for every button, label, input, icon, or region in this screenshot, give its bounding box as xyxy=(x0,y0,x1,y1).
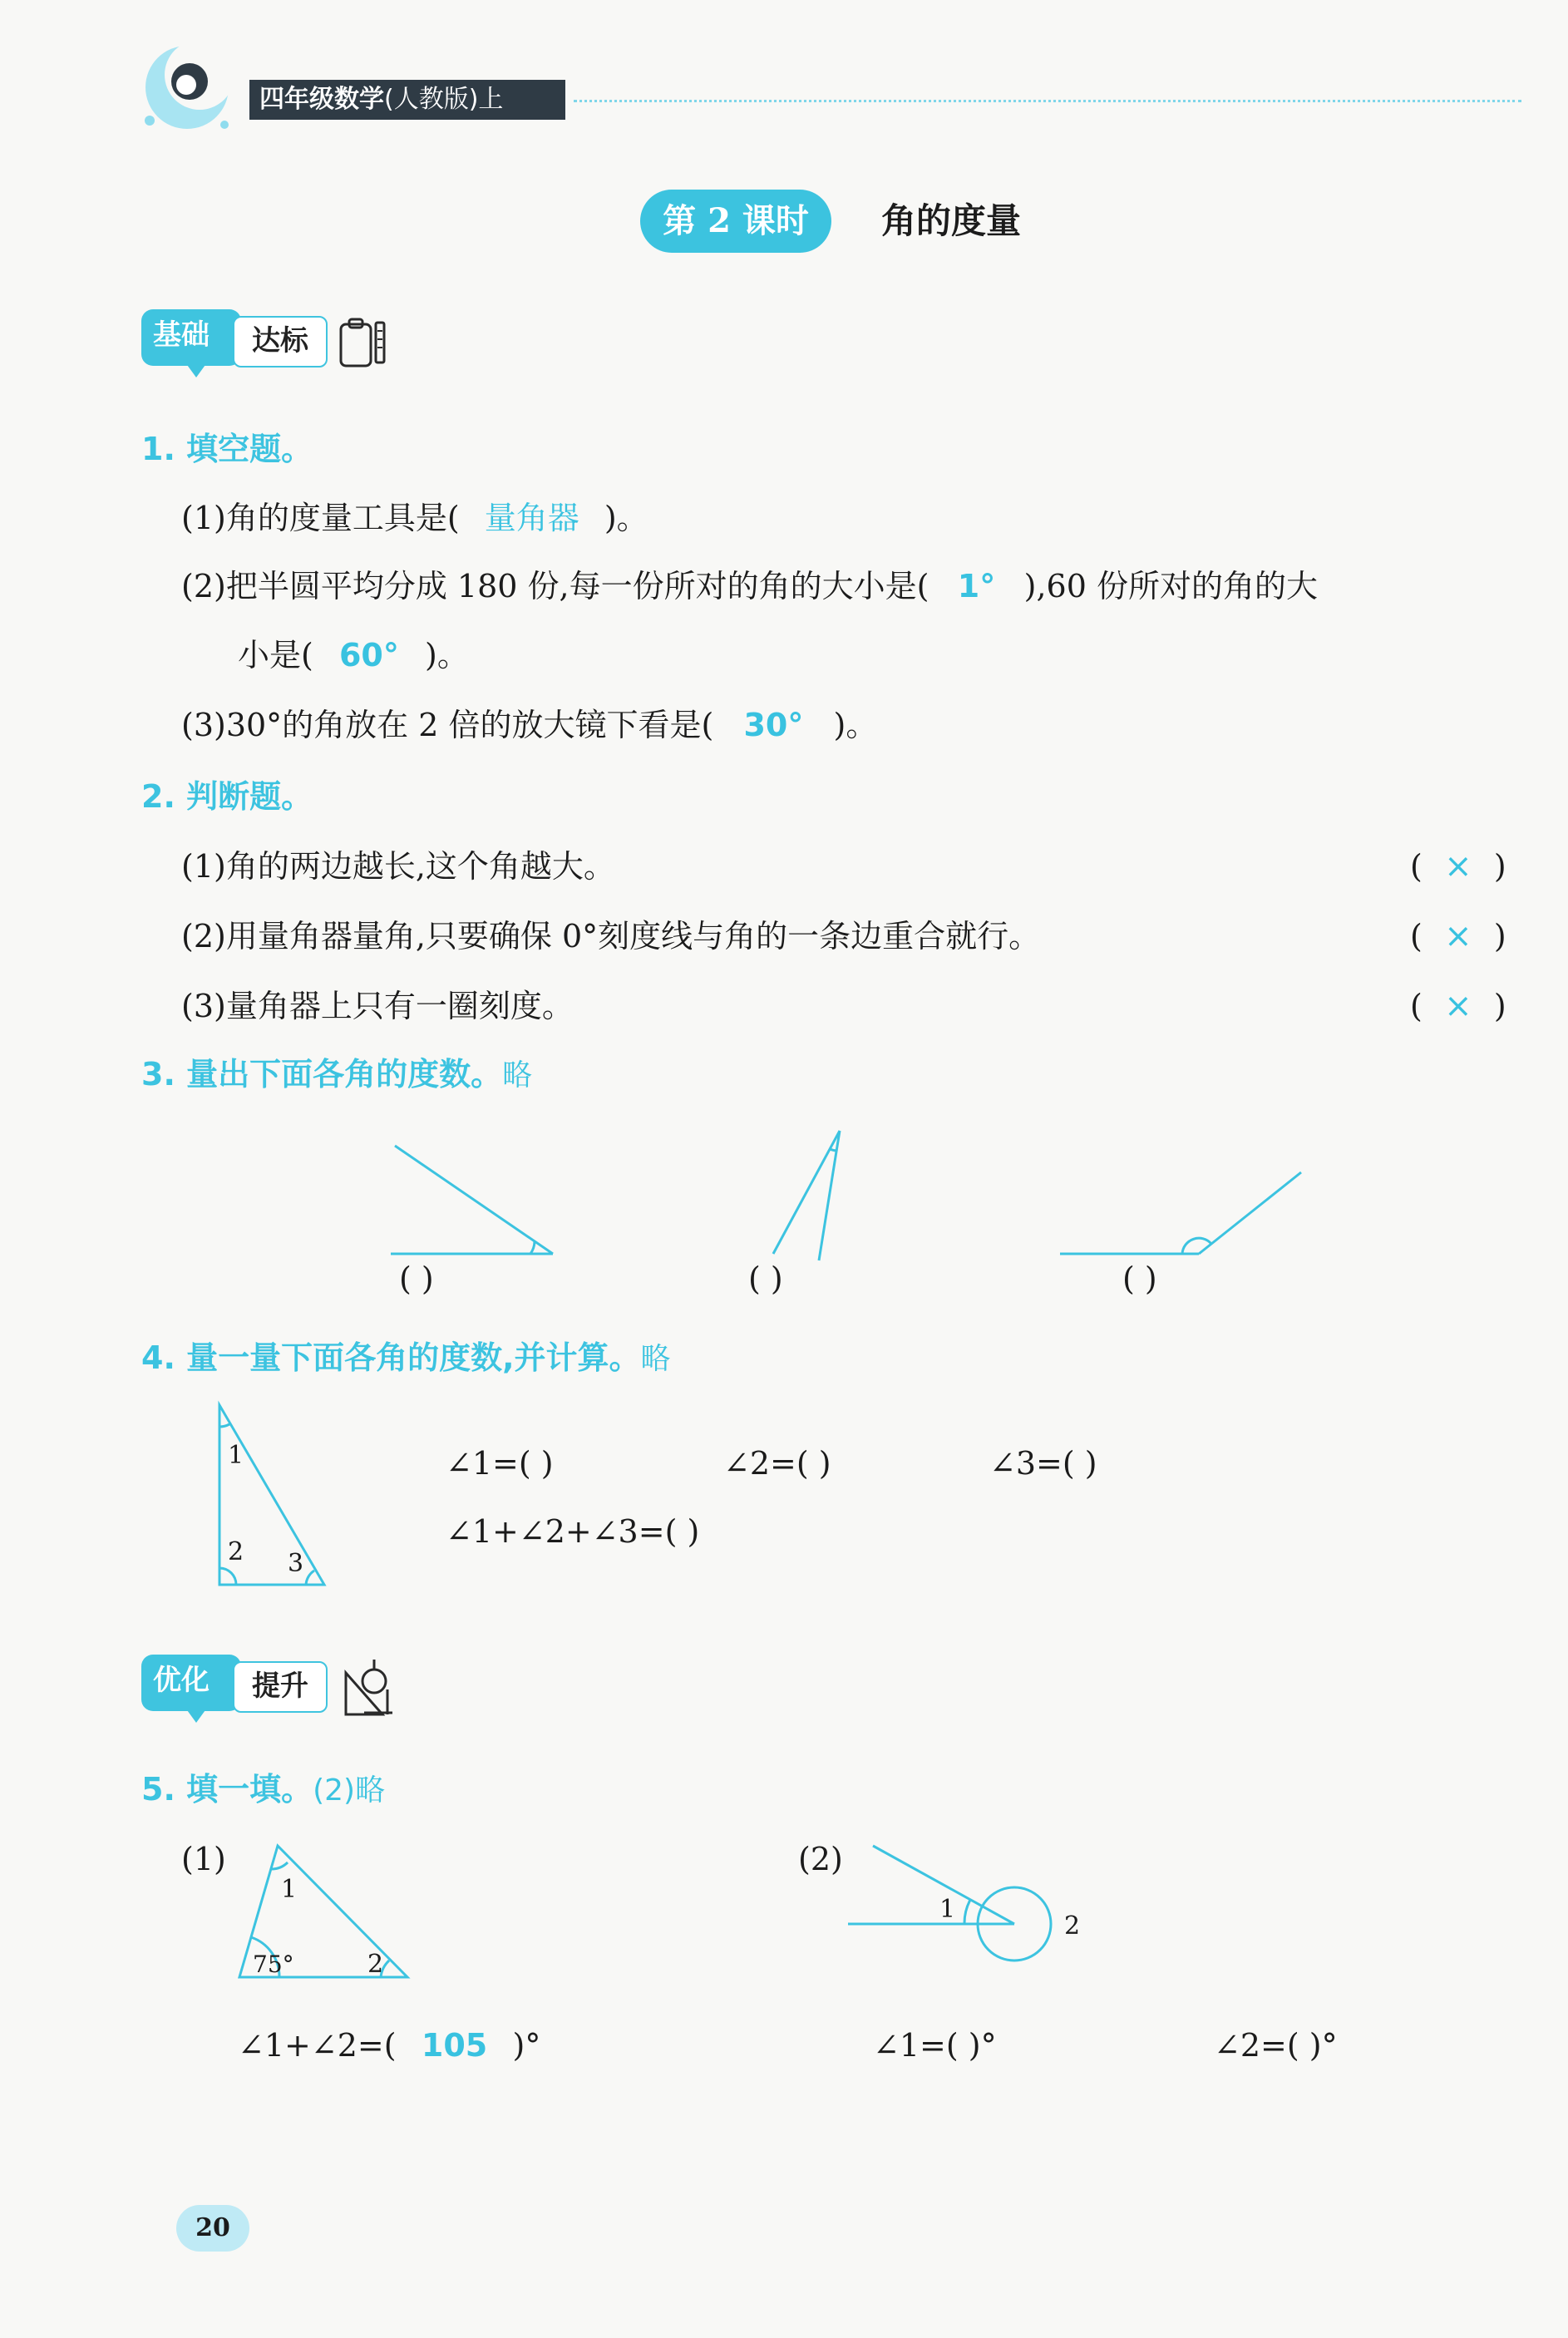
q1-item2-text2: 小是( xyxy=(238,637,313,673)
lesson-number-badge: 第 2 课时 xyxy=(640,190,831,253)
q2-item1-text: (1)角的两边越长,这个角越大。 xyxy=(181,848,615,885)
q4-label-2: 2 xyxy=(228,1537,244,1566)
q2-item2-text: (2)用量角器量角,只要确保 0°刻度线与角的一条边重合就行。 xyxy=(181,918,1041,954)
q3-angle-c xyxy=(1060,1172,1301,1254)
mascot-icon xyxy=(125,33,249,141)
q4-label-3: 3 xyxy=(288,1549,304,1578)
q1-item1-text: (1)角的度量工具是( xyxy=(181,500,460,536)
q3-note: 略 xyxy=(502,1058,533,1093)
q2-item3-bracket: ( × ) xyxy=(1410,981,1506,1031)
q3-blank-b: ( ) xyxy=(748,1260,783,1297)
book-edition: (人教版)上 xyxy=(384,85,504,114)
q1-item2-end: )。 xyxy=(425,637,469,673)
book-title: 四年级数学 xyxy=(259,85,384,114)
q2-item1-answer: × xyxy=(1444,847,1472,885)
q2-item2-bracket: ( × ) xyxy=(1410,911,1506,961)
q1-item1-answer: 量角器 xyxy=(484,500,579,536)
q1-item2-answer2: 60° xyxy=(338,637,399,673)
q1-item2 xyxy=(181,561,1318,611)
q2-item2-answer: × xyxy=(1444,917,1472,955)
q3-blank-c: ( ) xyxy=(1122,1260,1157,1297)
q1-item3 xyxy=(181,700,877,750)
section-advanced-left: 优化 xyxy=(141,1655,241,1711)
q5-p2-label-2: 2 xyxy=(1064,1911,1081,1941)
q1-item2-text: (2)把半圆平均分成 180 份,每一份所对的角的大小是( xyxy=(181,568,929,604)
q5-p1-label-2: 2 xyxy=(367,1950,384,1979)
q5-part2-expr1: ∠1=( )° xyxy=(873,2027,997,2064)
q1-item2-cont xyxy=(238,630,469,680)
q1-item1 xyxy=(181,493,648,543)
q5-note: (2)略 xyxy=(313,1773,386,1808)
q4-title: 4. 量一量下面各角的度数,并计算。略 xyxy=(141,1339,671,1376)
header-divider xyxy=(574,100,1521,102)
q5-part2-label: (2) xyxy=(798,1841,843,1877)
q1-item2-answer1: 1° xyxy=(957,568,996,604)
q5-part2-expr2: ∠2=( )° xyxy=(1214,2027,1338,2064)
q2-title: 2. 判断题。 xyxy=(141,778,313,815)
q1-item3-end: )。 xyxy=(833,707,878,743)
section-basic-right: 达标 xyxy=(233,316,328,367)
book-title-bar xyxy=(249,80,565,120)
q3-angle-a xyxy=(391,1146,553,1254)
q4-sum: ∠1+∠2+∠3=( ) xyxy=(446,1513,700,1550)
q2-item3-text: (3)量角器上只有一圈刻度。 xyxy=(181,988,574,1024)
lesson-title: 角的度量 xyxy=(881,200,1022,241)
q1-item3-text: (3)30°的角放在 2 倍的放大镜下看是( xyxy=(181,707,714,743)
q4-angle1: ∠1=( ) xyxy=(446,1445,554,1482)
q5-p1-label-1: 1 xyxy=(281,1875,298,1904)
section-basic-tag xyxy=(141,309,324,377)
q2-item1-bracket: ( × ) xyxy=(1410,841,1506,891)
section-advanced-right: 提升 xyxy=(233,1661,328,1713)
q5-title: 5. 填一填。(2)略 xyxy=(141,1771,386,1808)
q3-title: 3. 量出下面各角的度数。略 xyxy=(141,1056,533,1093)
q4-label-1: 1 xyxy=(228,1441,244,1470)
page-number: 20 xyxy=(176,2205,249,2252)
section-advanced-tag xyxy=(141,1655,324,1723)
q5-part1-expr: ∠1+∠2=( 105 )° xyxy=(238,2020,540,2070)
q1-item2-mid: ),60 份所对的角的大 xyxy=(1023,568,1318,604)
section-basic-left: 基础 xyxy=(141,309,241,366)
q1-item3-answer: 30° xyxy=(743,707,804,743)
q5-circle-angle-figure xyxy=(840,1829,1114,1979)
q3-angles-figure xyxy=(349,1114,1330,1280)
q5-p1-label-75: 75° xyxy=(253,1951,294,1978)
q5-part1-label: (1) xyxy=(181,1841,226,1877)
q2-item3-answer: × xyxy=(1444,987,1472,1025)
geometry-tools-icon xyxy=(341,1656,399,1719)
q4-triangle-figure xyxy=(200,1397,349,1596)
q1-item1-end: )。 xyxy=(604,500,648,536)
q1-title: 1. 填空题。 xyxy=(141,431,313,467)
clipboard-icon xyxy=(336,314,394,372)
q5-triangle-figure xyxy=(233,1837,424,1987)
q4-note: 略 xyxy=(640,1342,671,1376)
q5-p2-label-1: 1 xyxy=(939,1895,956,1924)
q3-blank-a: ( ) xyxy=(399,1260,434,1297)
q3-angle-b xyxy=(773,1131,840,1260)
q5-part1-answer: 105 xyxy=(421,2027,488,2064)
q4-angle2: ∠2=( ) xyxy=(723,1445,831,1482)
q4-angle3: ∠3=( ) xyxy=(989,1445,1097,1482)
